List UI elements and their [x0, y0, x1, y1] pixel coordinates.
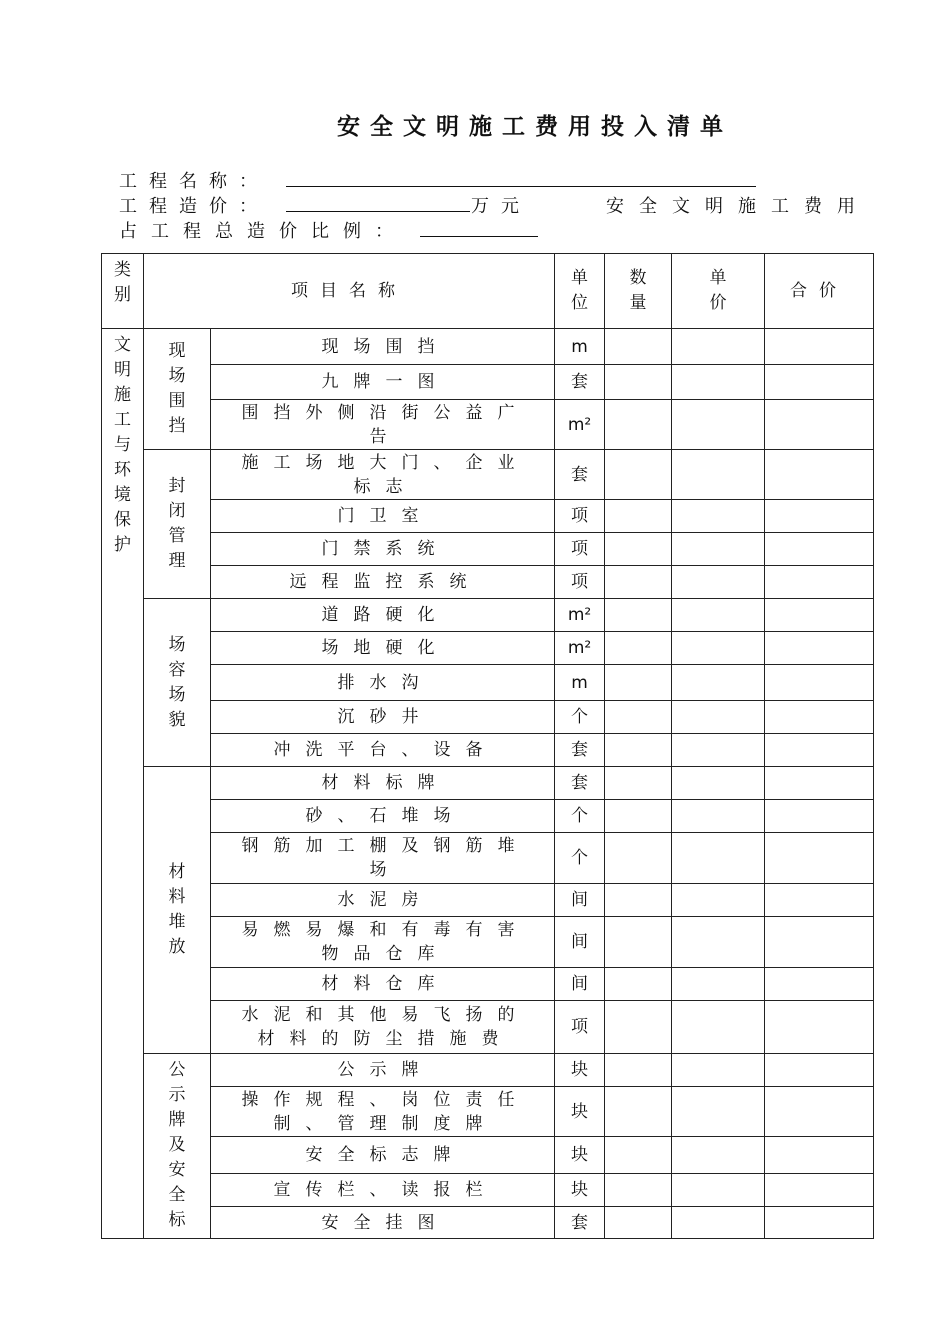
unit-price-cell[interactable] — [672, 1137, 765, 1174]
table-row — [102, 365, 874, 400]
total-cell[interactable] — [765, 767, 874, 800]
project-cost-label: 工程造价： — [119, 196, 269, 217]
unit-wan: 万元 — [471, 196, 531, 217]
total-cell[interactable] — [765, 800, 874, 833]
unit-price-cell[interactable] — [672, 599, 765, 632]
unit-price-cell[interactable] — [672, 917, 765, 968]
total-cell[interactable] — [765, 833, 874, 884]
table-row — [102, 1174, 874, 1207]
item-name-cell: 施工场地大门、企业标志 — [211, 450, 555, 500]
total-cell[interactable] — [765, 1054, 874, 1087]
quantity-cell[interactable] — [605, 400, 672, 450]
quantity-cell[interactable] — [605, 450, 672, 500]
header-row — [102, 254, 874, 329]
unit-price-cell[interactable] — [672, 767, 765, 800]
total-cell[interactable] — [765, 329, 874, 365]
item-name-cell: 九牌一图 — [211, 365, 555, 400]
project-name-blank — [286, 186, 756, 187]
table-row — [102, 884, 874, 917]
header-unit-price: 单价 — [672, 254, 765, 329]
table-row — [102, 665, 874, 701]
table-row — [102, 1054, 874, 1087]
quantity-cell[interactable] — [605, 1054, 672, 1087]
table-row — [102, 533, 874, 566]
project-name-label: 工程名称： — [119, 171, 269, 192]
quantity-cell[interactable] — [605, 917, 672, 968]
item-name-cell: 道路硬化 — [211, 599, 555, 632]
group-label: 现场围挡 — [168, 341, 186, 436]
item-name-cell: 安全挂图 — [211, 1207, 555, 1239]
quantity-cell[interactable] — [605, 329, 672, 365]
quantity-cell[interactable] — [605, 632, 672, 665]
table-row — [102, 450, 874, 500]
item-name-cell: 场地硬化 — [211, 632, 555, 665]
project-cost-blank — [286, 211, 470, 212]
table-row — [102, 833, 874, 884]
table-row — [102, 917, 874, 968]
group-cell — [144, 599, 211, 767]
table-row — [102, 800, 874, 833]
item-name-cell: 操作规程、岗位责任制、管理制度牌 — [211, 1087, 555, 1137]
item-name-cell: 水泥房 — [211, 884, 555, 917]
total-cell[interactable] — [765, 734, 874, 767]
total-cell[interactable] — [765, 365, 874, 400]
table-row — [102, 734, 874, 767]
unit-cell: m² — [555, 400, 605, 450]
item-name-cell: 安全标志牌 — [211, 1137, 555, 1174]
total-cell[interactable] — [765, 1001, 874, 1054]
quantity-cell[interactable] — [605, 566, 672, 599]
quantity-cell[interactable] — [605, 1174, 672, 1207]
unit-cell: 套 — [555, 734, 605, 767]
quantity-cell[interactable] — [605, 884, 672, 917]
quantity-cell[interactable] — [605, 968, 672, 1001]
table-row — [102, 400, 874, 450]
item-name-cell: 门禁系统 — [211, 533, 555, 566]
unit-cell: 个 — [555, 800, 605, 833]
unit-cell: 个 — [555, 701, 605, 734]
header-item: 项目名称 — [144, 254, 555, 329]
total-cell[interactable] — [765, 1137, 874, 1174]
unit-cell: 个 — [555, 833, 605, 884]
total-cell[interactable] — [765, 1207, 874, 1239]
unit-price-cell[interactable] — [672, 400, 765, 450]
unit-cell: 间 — [555, 884, 605, 917]
quantity-cell[interactable] — [605, 533, 672, 566]
total-cell[interactable] — [765, 599, 874, 632]
total-cell[interactable] — [765, 566, 874, 599]
quantity-cell[interactable] — [605, 701, 672, 734]
table-row — [102, 632, 874, 665]
unit-cell: 间 — [555, 917, 605, 968]
unit-cell: 套 — [555, 767, 605, 800]
unit-cell: 套 — [555, 1207, 605, 1239]
cost-table — [101, 253, 874, 1239]
unit-price-cell[interactable] — [672, 632, 765, 665]
header-total: 合价 — [765, 254, 874, 329]
total-cell[interactable] — [765, 632, 874, 665]
total-cell[interactable] — [765, 450, 874, 500]
item-name-cell: 宣传栏、读报栏 — [211, 1174, 555, 1207]
total-cell[interactable] — [765, 917, 874, 968]
table-row — [102, 1087, 874, 1137]
header-unit: 单位 — [555, 254, 605, 329]
item-name-cell: 排水沟 — [211, 665, 555, 701]
item-name-cell: 水泥和其他易飞扬的材料的防尘措施费 — [211, 1001, 555, 1054]
unit-price-cell[interactable] — [672, 884, 765, 917]
unit-cell: 块 — [555, 1054, 605, 1087]
category-label: 文明施工与环境保护 — [114, 335, 131, 555]
category-cell — [102, 329, 144, 1239]
unit-cell: 套 — [555, 365, 605, 400]
item-name-cell: 远程监控系统 — [211, 566, 555, 599]
quantity-cell[interactable] — [605, 599, 672, 632]
quantity-cell[interactable] — [605, 665, 672, 701]
table-row — [102, 1207, 874, 1239]
unit-price-cell[interactable] — [672, 1174, 765, 1207]
quantity-cell[interactable] — [605, 767, 672, 800]
group-cell — [144, 1054, 211, 1239]
group-cell — [144, 450, 211, 599]
table-row — [102, 968, 874, 1001]
quantity-cell[interactable] — [605, 1001, 672, 1054]
unit-cell: m — [555, 329, 605, 365]
unit-cell: 项 — [555, 1001, 605, 1054]
total-cell[interactable] — [765, 500, 874, 533]
unit-cell: 块 — [555, 1087, 605, 1137]
quantity-cell[interactable] — [605, 1087, 672, 1137]
unit-cell: 项 — [555, 566, 605, 599]
ratio-label-part2: 占工程总造价比例： — [119, 221, 407, 242]
table-row — [102, 1001, 874, 1054]
quantity-cell[interactable] — [605, 1207, 672, 1239]
unit-cell: m — [555, 665, 605, 701]
total-cell[interactable] — [765, 884, 874, 917]
item-name-cell: 围挡外侧沿街公益广告 — [211, 400, 555, 450]
unit-cell: 块 — [555, 1174, 605, 1207]
quantity-cell[interactable] — [605, 1137, 672, 1174]
total-cell[interactable] — [765, 533, 874, 566]
table-row — [102, 566, 874, 599]
total-cell[interactable] — [765, 400, 874, 450]
group-cell — [144, 767, 211, 1054]
quantity-cell[interactable] — [605, 365, 672, 400]
ratio-label-part1: 安全文明施工费用 — [606, 196, 870, 217]
table-row — [102, 767, 874, 800]
unit-price-cell[interactable] — [672, 500, 765, 533]
unit-price-cell[interactable] — [672, 1087, 765, 1137]
unit-price-cell[interactable] — [672, 533, 765, 566]
table-row — [102, 329, 874, 365]
unit-price-cell[interactable] — [672, 968, 765, 1001]
table-row — [102, 500, 874, 533]
item-name-cell: 砂、石堆场 — [211, 800, 555, 833]
group-label: 公示牌及安全标 — [168, 1060, 186, 1230]
unit-price-cell[interactable] — [672, 734, 765, 767]
unit-cell: 项 — [555, 533, 605, 566]
item-name-cell: 沉砂井 — [211, 701, 555, 734]
item-name-cell: 材料标牌 — [211, 767, 555, 800]
unit-price-cell[interactable] — [672, 701, 765, 734]
unit-price-cell[interactable] — [672, 1207, 765, 1239]
item-name-cell: 材料仓库 — [211, 968, 555, 1001]
unit-cell: m² — [555, 632, 605, 665]
item-name-cell: 门卫室 — [211, 500, 555, 533]
unit-cell: 间 — [555, 968, 605, 1001]
quantity-cell[interactable] — [605, 734, 672, 767]
total-cell[interactable] — [765, 968, 874, 1001]
table-row — [102, 599, 874, 632]
group-label: 封闭管理 — [168, 476, 186, 571]
page-title: 安全文明施工费用投入清单 — [337, 114, 733, 140]
item-name-cell: 易燃易爆和有毒有害物品仓库 — [211, 917, 555, 968]
table-row — [102, 701, 874, 734]
header-quantity: 数量 — [605, 254, 672, 329]
unit-price-cell[interactable] — [672, 450, 765, 500]
total-cell[interactable] — [765, 665, 874, 701]
table-row — [102, 1137, 874, 1174]
item-name-cell: 公示牌 — [211, 1054, 555, 1087]
unit-cell: 项 — [555, 500, 605, 533]
unit-price-cell[interactable] — [672, 800, 765, 833]
unit-cell: 套 — [555, 450, 605, 500]
group-label: 材料堆放 — [168, 862, 186, 957]
unit-price-cell[interactable] — [672, 365, 765, 400]
unit-cell: 块 — [555, 1137, 605, 1174]
group-cell — [144, 329, 211, 450]
unit-price-cell[interactable] — [672, 566, 765, 599]
total-cell[interactable] — [765, 701, 874, 734]
unit-price-cell[interactable] — [672, 665, 765, 701]
item-name-cell: 冲洗平台、设备 — [211, 734, 555, 767]
unit-cell: m² — [555, 599, 605, 632]
unit-price-cell[interactable] — [672, 833, 765, 884]
unit-price-cell[interactable] — [672, 1054, 765, 1087]
total-cell[interactable] — [765, 1087, 874, 1137]
header-category: 类别 — [102, 254, 144, 329]
unit-price-cell[interactable] — [672, 1001, 765, 1054]
quantity-cell[interactable] — [605, 800, 672, 833]
ratio-blank — [420, 236, 538, 237]
quantity-cell[interactable] — [605, 833, 672, 884]
unit-price-cell[interactable] — [672, 329, 765, 365]
total-cell[interactable] — [765, 1174, 874, 1207]
item-name-cell: 钢筋加工棚及钢筋堆场 — [211, 833, 555, 884]
item-name-cell: 现场围挡 — [211, 329, 555, 365]
quantity-cell[interactable] — [605, 500, 672, 533]
group-label: 场容场貌 — [168, 634, 186, 730]
